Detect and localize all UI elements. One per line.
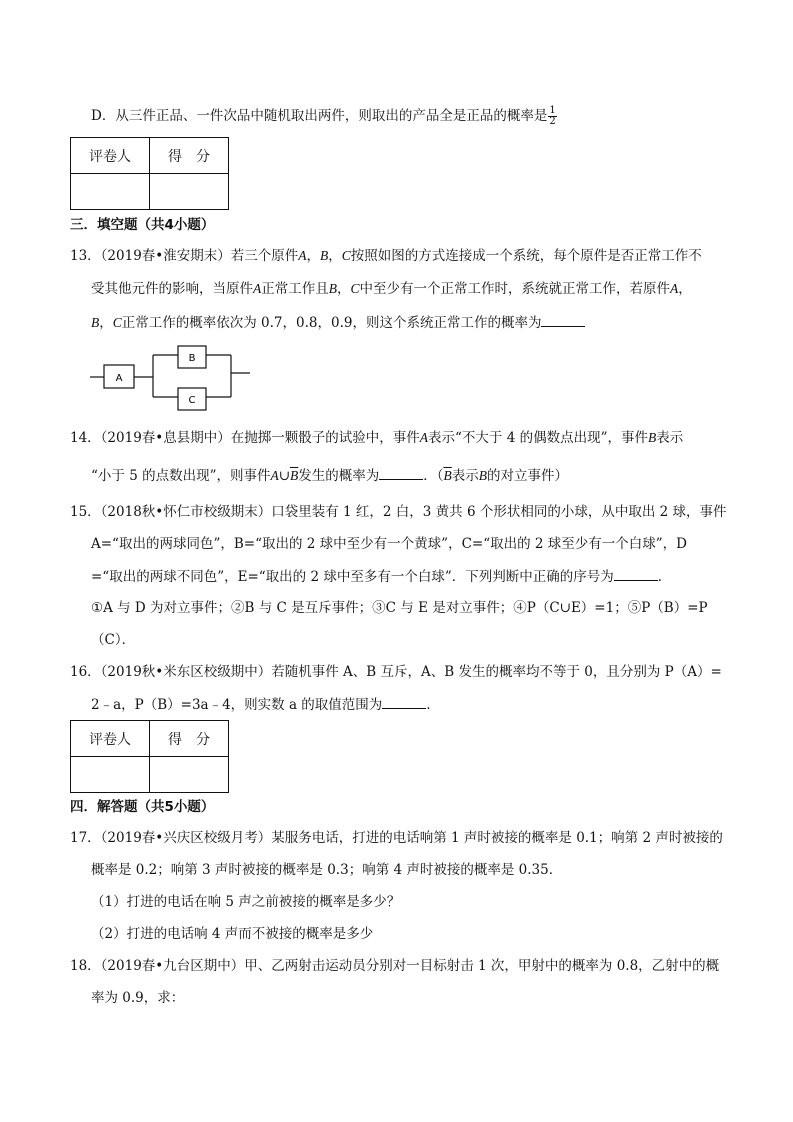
grader-cell xyxy=(71,174,150,210)
var: A xyxy=(419,430,428,445)
text: ． xyxy=(426,697,440,713)
var: A xyxy=(253,281,262,296)
q15-line4: ①A 与 D 为对立事件；②B 与 C 是互斥事件；③C 与 E 是对立事件；④P（C∪E）=1；⑤P（B）=P xyxy=(91,600,708,616)
q17-sub2: （2）打进的电话响 4 声而不被接的概率是多少 xyxy=(91,926,374,942)
text: ， xyxy=(678,281,692,297)
q16-line1: 16．（2019秋•米东区校级期中）若随机事件 A、B 互斥，A、B 发生的概率均不等于 0，且分别为 P（A）= xyxy=(70,664,722,680)
fraction xyxy=(548,106,556,127)
text: ， xyxy=(306,248,320,264)
answer-blank[interactable] xyxy=(382,694,426,709)
q18-line2: 率为 0.9，求： xyxy=(91,990,185,1006)
var: B xyxy=(328,281,337,296)
answer-blank[interactable] xyxy=(541,312,585,327)
text: ， xyxy=(99,315,113,331)
var: B xyxy=(91,315,100,330)
component-c-label: C xyxy=(188,395,196,406)
q13-line2 xyxy=(91,279,692,299)
answer-blank[interactable] xyxy=(614,566,658,581)
text: 的对立事件） xyxy=(487,468,569,484)
text: 表示 xyxy=(656,430,684,446)
grader-header: 评卷人 xyxy=(71,721,150,757)
text: 中至少有一个正常工作时，系统就正常工作，若原件 xyxy=(359,281,671,297)
q16-line2 xyxy=(91,694,440,715)
text: 按照如图的方式连接成一个系统，每个原件是否正常工作不 xyxy=(350,248,702,264)
var: A xyxy=(670,281,679,296)
q17-sub1: （1）打进的电话在响 5 声之前被接的概率是多少？ xyxy=(91,894,401,910)
text: 表示“不大于 4 的偶数点出现”，事件 xyxy=(428,430,648,446)
text: 正常工作的概率依次为 0.7，0.8，0.9，则这个系统正常工作的概率为 xyxy=(121,315,542,331)
section-title: 四．解答题（共5小题） xyxy=(70,799,215,815)
q14-line2 xyxy=(91,465,568,486)
text: ∪ xyxy=(278,468,291,484)
var: B xyxy=(320,248,329,263)
q15-line2: A=“取出的两球同色”，B=“取出的 2 球中至少有一个黄球”，C=“取出的 2 球至少有一个白球”，D xyxy=(91,536,688,552)
q15-line5: （C）． xyxy=(91,632,136,648)
score-cell xyxy=(150,174,229,210)
text: ， xyxy=(328,248,342,264)
q15-line3 xyxy=(91,566,671,587)
score-table xyxy=(70,137,229,210)
fraction-numerator: 1 xyxy=(549,105,556,116)
var: $\overline{B}$ xyxy=(290,468,299,483)
var: $\overline{B}$ xyxy=(443,468,452,483)
var: A xyxy=(270,468,279,483)
q18-line1: 18．（2019春•九台区期中）甲、乙两射击运动员分别对一目标射击 1 次，甲射中的概率为 0.8，乙射中的概 xyxy=(70,958,720,974)
var: C xyxy=(341,248,351,263)
text: 2﹣a，P（B）=3a﹣4，则实数 a 的取值范围为 xyxy=(91,697,383,713)
text: 表示 xyxy=(451,468,479,484)
grader-cell xyxy=(71,757,150,793)
q17-line1: 17．（2019春•兴庆区校级月考）某服务电话，打进的电话响第 1 声时被接的概率是 0.1；响第 2 声时被接的 xyxy=(70,830,723,846)
text: 正常工作且 xyxy=(261,281,329,297)
section-title: 三．填空题（共4小题） xyxy=(70,217,215,233)
q14-line1 xyxy=(70,428,683,448)
text: “小于 5 的点数出现”，则事件 xyxy=(91,468,271,484)
text: 13．（2019春•淮安期末）若三个原件 xyxy=(70,248,299,264)
q15-line1: 15．（2018秋•怀仁市校级期末）口袋里装有 1 红，2 白，3 黄共 6 个形状相同的小球，从中取出 2 球，事件 xyxy=(70,504,727,520)
text: 发生的概率为 xyxy=(298,468,380,484)
var: A xyxy=(298,248,307,263)
var: C xyxy=(350,281,360,296)
var: C xyxy=(112,315,122,330)
text: ．（ xyxy=(423,468,444,484)
fraction-denominator: 2 xyxy=(549,116,556,127)
answer-blank[interactable] xyxy=(379,465,423,480)
q17-line2: 概率是 0.2；响第 3 声时被接的概率是 0.3；响第 4 声时被接的概率是 0.35． xyxy=(91,862,563,878)
text: 受其他元件的影响，当原件 xyxy=(91,281,253,297)
score-cell xyxy=(150,757,229,793)
component-b-label: B xyxy=(188,353,196,364)
text: 14．（2019春•息县期中）在抛掷一颗骰子的试验中，事件 xyxy=(70,430,420,446)
q13-line3 xyxy=(91,312,585,333)
score-header: 得 分 xyxy=(150,721,229,757)
text: ． xyxy=(657,569,672,585)
score-table xyxy=(70,720,229,793)
text: ， xyxy=(337,281,351,297)
circuit-diagram xyxy=(88,345,258,415)
var: B xyxy=(478,468,488,483)
q13-line1 xyxy=(70,246,702,266)
var: B xyxy=(647,430,657,445)
item-d-text: D．从三件正品、一件次品中随机取出两件，则取出的产品全是正品的概率是 xyxy=(91,108,548,124)
item-d xyxy=(91,106,557,127)
text: =“取出的两球不同色”，E=“取出的 2 球中至多有一个白球”．下列判断中正确的序号为 xyxy=(91,569,614,585)
score-header: 得 分 xyxy=(150,138,229,174)
grader-header: 评卷人 xyxy=(71,138,150,174)
component-a-label: A xyxy=(115,373,123,384)
